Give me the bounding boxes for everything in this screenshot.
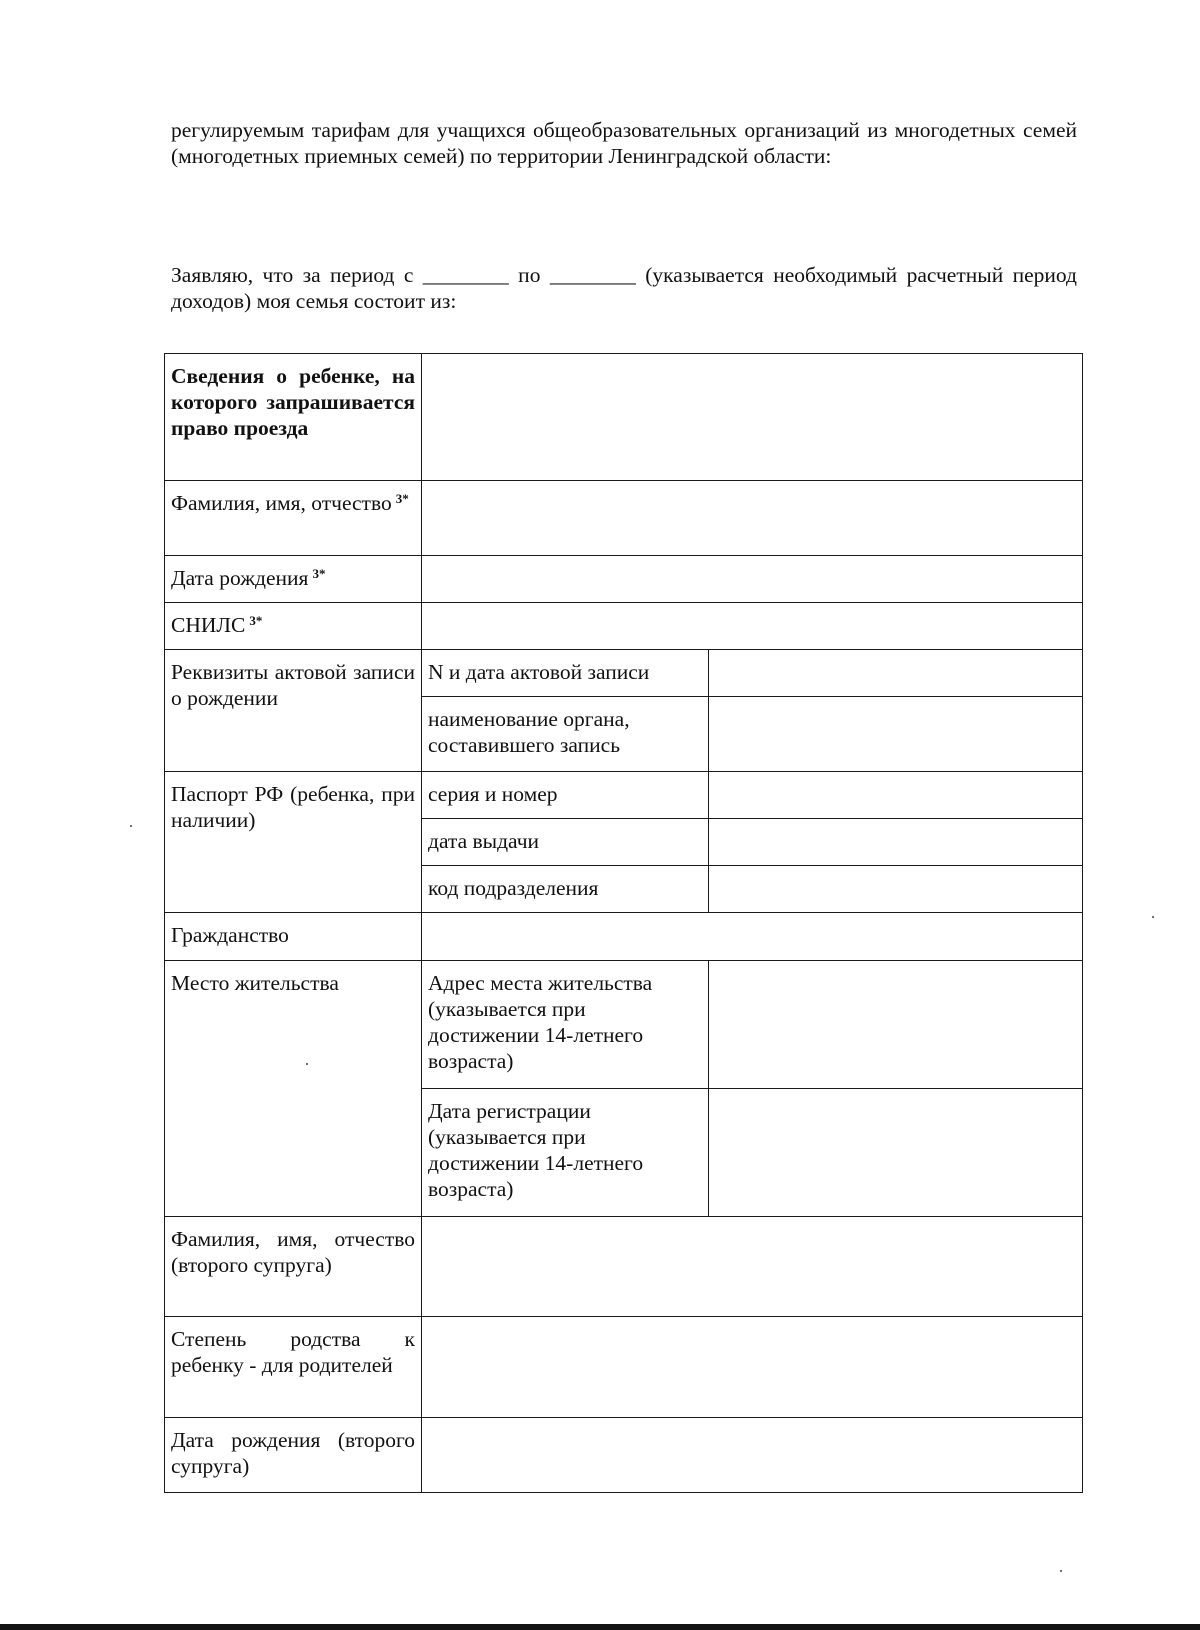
residence-address-label: Адрес места жительства (указывается при достижении 14-летнего возраста) bbox=[422, 961, 709, 1089]
table-row bbox=[165, 1317, 1083, 1418]
spouse-name-value[interactable] bbox=[422, 1217, 1083, 1317]
table-row bbox=[165, 481, 1083, 556]
table-row bbox=[165, 1217, 1083, 1317]
family-composition-table bbox=[164, 353, 1083, 1493]
passport-division-value[interactable] bbox=[709, 866, 1083, 913]
table-row bbox=[165, 354, 1083, 481]
registration-date-label: Дата регистрации (указывается при достижении 14-летнего возраста) bbox=[422, 1089, 709, 1217]
table-row bbox=[165, 650, 1083, 697]
table-row bbox=[165, 556, 1083, 603]
spouse-birth-date-value[interactable] bbox=[422, 1418, 1083, 1493]
passport-series-label: серия и номер bbox=[422, 772, 709, 819]
table-row bbox=[165, 772, 1083, 819]
table-row bbox=[165, 913, 1083, 961]
birth-record-number-label: N и дата актовой записи bbox=[422, 650, 709, 697]
intro-paragraph: регулируемым тарифам для учащихся общеобразовательных организаций из многодетных семей (многодетных приемных семей) по территории Ленинградской области: bbox=[171, 118, 1077, 168]
residence-label: Место жительства bbox=[165, 961, 422, 1217]
snils-value[interactable] bbox=[422, 603, 1083, 650]
birth-date-value[interactable] bbox=[422, 556, 1083, 603]
citizenship-label: Гражданство bbox=[165, 913, 422, 961]
passport-series-value[interactable] bbox=[709, 772, 1083, 819]
scan-speck bbox=[1152, 916, 1154, 918]
registration-date-value[interactable] bbox=[709, 1089, 1083, 1217]
scan-speck bbox=[306, 1063, 308, 1065]
birth-record-authority-value[interactable] bbox=[709, 697, 1083, 772]
passport-label: Паспорт РФ (ребенка, при наличии) bbox=[165, 772, 422, 913]
full-name-value[interactable] bbox=[422, 481, 1083, 556]
spouse-birth-date-label: Дата рождения (второго супруга) bbox=[165, 1418, 422, 1493]
birth-record-number-value[interactable] bbox=[709, 650, 1083, 697]
passport-division-label: код подразделения bbox=[422, 866, 709, 913]
kinship-value[interactable] bbox=[422, 1317, 1083, 1418]
footnote-mark: 3* bbox=[395, 491, 409, 506]
full-name-text: Фамилия, имя, отчество bbox=[171, 491, 392, 515]
birth-date-text: Дата рождения bbox=[171, 566, 309, 590]
child-info-header: Сведения о ребенке, на которого запрашивается право проезда bbox=[165, 354, 422, 481]
citizenship-value[interactable] bbox=[422, 913, 1083, 961]
kinship-label: Степень родства к ребенку - для родителей bbox=[165, 1317, 422, 1418]
scan-speck bbox=[130, 825, 132, 827]
birth-date-label bbox=[165, 556, 422, 603]
table-row bbox=[165, 961, 1083, 1089]
scan-bottom-edge bbox=[0, 1624, 1200, 1630]
footnote-mark: 3* bbox=[312, 566, 326, 581]
passport-issue-date-label: дата выдачи bbox=[422, 819, 709, 866]
birth-record-authority-label: наименование органа, составившего запись bbox=[422, 697, 709, 772]
spouse-name-label: Фамилия, имя, отчество (второго супруга) bbox=[165, 1217, 422, 1317]
residence-address-value[interactable] bbox=[709, 961, 1083, 1089]
scan-speck bbox=[1060, 1570, 1062, 1572]
snils-label bbox=[165, 603, 422, 650]
table-row bbox=[165, 603, 1083, 650]
full-name-label bbox=[165, 481, 422, 556]
footnote-mark: 3* bbox=[249, 613, 263, 628]
table-row bbox=[165, 1418, 1083, 1493]
snils-text: СНИЛС bbox=[171, 613, 246, 637]
birth-record-label: Реквизиты актовой записи о рождении bbox=[165, 650, 422, 772]
passport-issue-date-value[interactable] bbox=[709, 819, 1083, 866]
declaration-paragraph: Заявляю, что за период с ________ по ________ (указывается необходимый расчетный период доходов) моя семья состоит из: bbox=[171, 263, 1077, 313]
child-info-value[interactable] bbox=[422, 354, 1083, 481]
